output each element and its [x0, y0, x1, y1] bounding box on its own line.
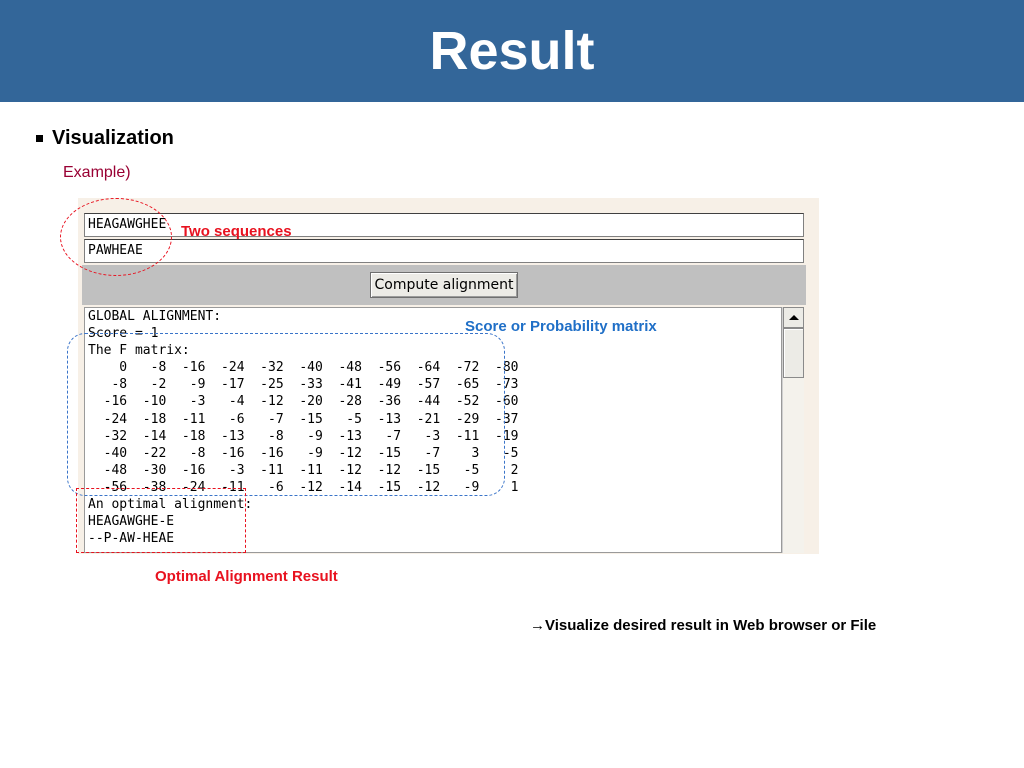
alignment-highlight-box [76, 488, 246, 553]
slide-title: Result [429, 21, 595, 81]
output-line: HEAGAWGHE-E [88, 514, 175, 530]
score-matrix-annotation: Score or Probability matrix [465, 318, 657, 335]
output-line: -32 -14 -18 -13 -8 -9 -13 -7 -3 -11 -19 [88, 428, 519, 444]
scroll-thumb[interactable] [783, 328, 804, 378]
sequence1-input[interactable]: HEAGAWGHEE [84, 213, 804, 237]
square-bullet-icon [36, 135, 43, 142]
right-arrow-icon: → [530, 617, 545, 634]
output-line: -8 -2 -9 -17 -25 -33 -41 -49 -57 -65 -73 [88, 377, 519, 393]
visualize-note-text: Visualize desired result in Web browser or File [545, 617, 877, 634]
sequences-highlight-circle [60, 198, 172, 276]
output-line: 0 -8 -16 -24 -32 -40 -48 -56 -64 -72 -80 [88, 360, 519, 376]
output-line: -56 -38 -24 -11 -6 -12 -14 -15 -12 -9 1 [88, 479, 519, 495]
matrix-highlight-box [67, 333, 505, 496]
visualize-note [530, 617, 876, 634]
optimal-result-annotation: Optimal Alignment Result [155, 568, 338, 585]
output-scrollbar[interactable] [782, 307, 804, 553]
scroll-up-arrow-icon[interactable] [783, 307, 804, 328]
sequence2-input[interactable]: PAWHEAE [84, 239, 804, 263]
bullet-label: Visualization [52, 127, 174, 149]
output-line: -16 -10 -3 -4 -12 -20 -28 -36 -44 -52 -60 [88, 394, 519, 410]
output-line: Score = 1 [88, 326, 159, 342]
two-sequences-annotation: Two sequences [181, 223, 292, 240]
output-line: An optimal alignment: [88, 497, 253, 513]
output-line: --P-AW-HEAE [88, 531, 175, 547]
example-label: Example) [63, 164, 131, 181]
compute-alignment-button[interactable]: Compute alignment [370, 272, 518, 298]
output-line: -48 -30 -16 -3 -11 -11 -12 -12 -15 -5 2 [88, 462, 519, 478]
output-line: -24 -18 -11 -6 -7 -15 -5 -13 -21 -29 -37 [88, 411, 519, 427]
output-line: -40 -22 -8 -16 -16 -9 -12 -15 -7 3 -5 [88, 445, 519, 461]
output-line: GLOBAL ALIGNMENT: [88, 309, 222, 324]
bullet-visualization [36, 127, 174, 150]
output-line: The F matrix: [88, 343, 190, 359]
